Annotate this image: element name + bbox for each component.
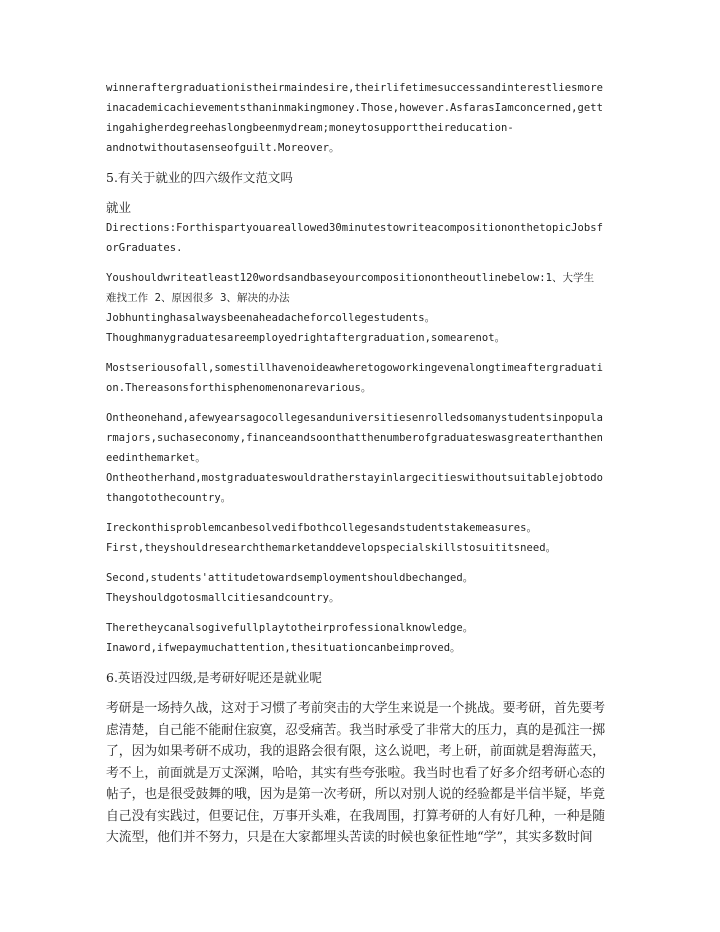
paragraph — [106, 358, 616, 398]
text-line: 考不上，前面就是万丈深渊，哈哈，其实有些夸张啦。我当时也看了好多介绍考研心态的 — [106, 765, 606, 781]
text-line: winneraftergraduationistheirmaindesire,theirlifetimesuccessandinterestliesmore — [106, 82, 603, 94]
text-line: Mostseriousofall,somestillhavenoideawheretogoworkingevenalongtimeaftergraduati — [106, 362, 603, 374]
text-line: Ontheonehand,afewyearsagocollegesanduniversitiesenrolledsomanystudentsinpopula — [106, 412, 603, 424]
text-line: 了，因为如果考研不成功，我的退路会很有限，这么说吧，考上研，前面就是碧海蓝天， — [106, 744, 606, 759]
text-line: on.Thereasonsforthisphenomenonarevarious。 — [106, 382, 372, 394]
text-line: andnotwithoutasenseofguilt.Moreover。 — [106, 142, 340, 154]
paragraph — [106, 518, 616, 558]
paragraph — [106, 408, 616, 508]
text-line: thangotothecountry。 — [106, 492, 232, 504]
intro-paragraph — [106, 78, 616, 158]
section-heading: 6.英语没过四级,是考研好呢还是就业呢 — [106, 670, 322, 685]
text-line: rmajors,suchaseconomy,financeandsoonthatthenumberofgraduateswasgreaterthanthen — [106, 432, 603, 444]
answer-paragraph — [106, 698, 616, 849]
text-line: Inaword,ifwepaymuchattention,thesituationcanbeimproved。 — [106, 642, 461, 654]
paragraph — [106, 618, 616, 658]
essay-title: 就业 — [106, 200, 132, 215]
text-line: 大流型，他们并不努力，只是在大家都埋头苦读的时候也象征性地“学”，其实多数时间 — [106, 830, 593, 845]
text-line: orGraduates. — [106, 242, 183, 254]
text-line: First,theyshouldresearchthemarketanddevelopspecialskillstosuititsneed。 — [106, 542, 557, 554]
text-line: ingahigherdegreehaslongbeenmydream;moneytosupporttheireducation- — [106, 122, 514, 134]
text-line: 帖子，也是很受鼓舞的哦，因为是第一次考研，所以对别人说的经验都是半信半疑，毕竟 — [106, 787, 606, 802]
text-line: Second,students'attitudetowardsemploymentshouldbechanged。 — [106, 572, 474, 584]
paragraph — [106, 568, 616, 608]
text-line: Ireckonthisproblemcanbesolvedifbothcollegesandstudentstakemeasures。 — [106, 522, 538, 534]
text-line: Theyshouldgotosmallcitiesandcountry。 — [106, 592, 340, 604]
text-line: inacademicachievementsthaninmakingmoney.Those,however.AsfarasIamconcerned,gett — [106, 102, 603, 114]
text-line: eedinthemarket。 — [106, 452, 206, 464]
text-line: Directions:Forthispartyouareallowed30minutestowriteacompositiononthetopicJobsf — [106, 222, 603, 234]
essay-block — [106, 198, 616, 258]
text-line: 难找工作 2、原因很多 3、解决的办法 — [106, 292, 290, 304]
text-line: Youshouldwriteatleast120wordsandbaseyourcompositionontheoutlinebelow:1、大学生 — [106, 272, 595, 284]
outline-paragraph — [106, 268, 616, 348]
text-line: Jobhuntinghasalwaysbeenaheadacheforcollegestudents。 — [106, 312, 436, 324]
text-line: 自己没有实践过，但要记住，万事开头难，在我周围，打算考研的人有好几种，一种是随 — [106, 808, 606, 824]
text-line: Theretheycanalsogivefullplaytotheirprofessionalknowledge。 — [106, 622, 474, 634]
text-line: Thoughmanygraduatesareemployedrightaftergraduation,somearenot。 — [106, 332, 506, 344]
section-heading: 5.有关于就业的四六级作文范文吗 — [106, 170, 293, 185]
text-line: 虑清楚，自己能不能耐住寂寞，忍受痛苦。我当时承受了非常大的压力，真的是孤注一掷 — [106, 722, 606, 738]
document-page — [106, 78, 616, 849]
text-line: 考研是一场持久战，这对于习惯了考前突击的大学生来说是一个挑战。要考研，首先要考 — [106, 701, 606, 716]
text-line: Ontheotherhand,mostgraduateswouldratherstayinlargecitieswithoutsuitablejobtodo — [106, 472, 603, 484]
